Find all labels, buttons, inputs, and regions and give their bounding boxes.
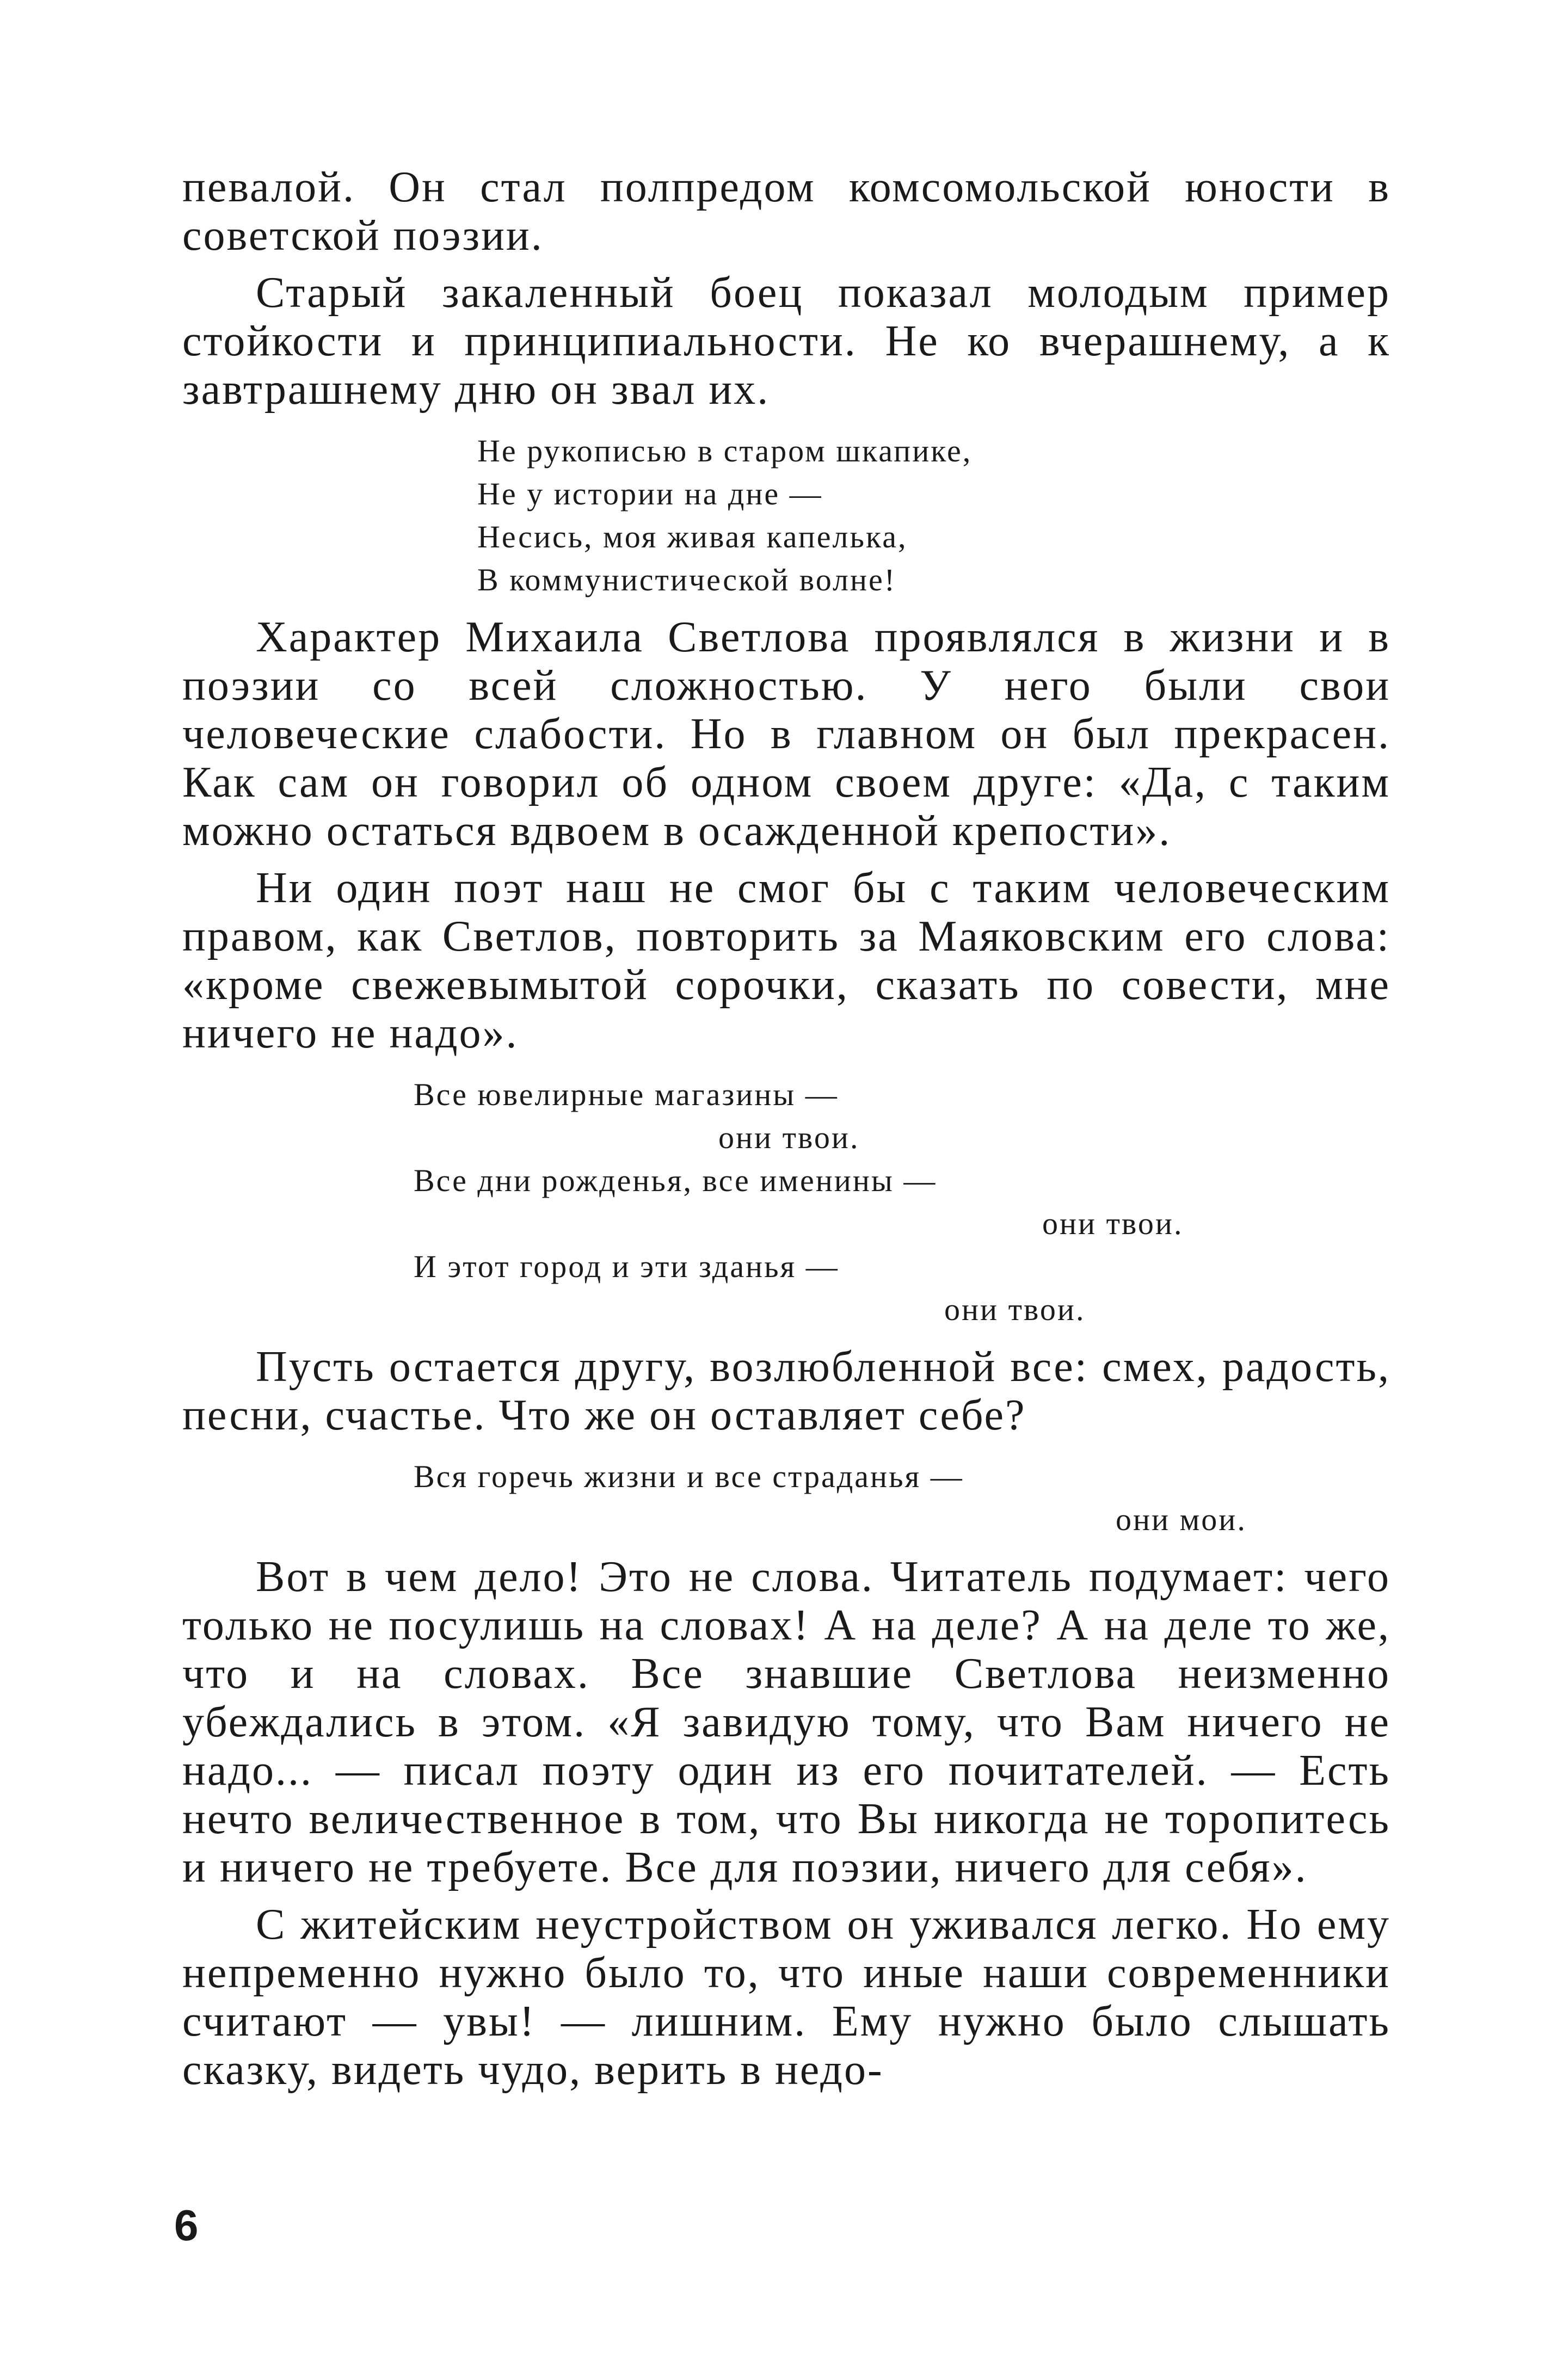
- poem-line-refrain: они твои.: [1042, 1206, 1184, 1241]
- paragraph: Характер Михаила Светлова проявлялся в жизни и в поэзии со всей сложностью. У него были свои человеческие слабости. Но в главном он был прекрасен. Как сам он говорил об одном своем друге: «Да, с таким можно остаться вдвоем в осажденной крепости».: [182, 613, 1390, 855]
- poem-line: Все дни рожденья, все именины —: [414, 1163, 937, 1198]
- poem-line-refrain: они твои.: [718, 1120, 860, 1155]
- poem-line: Не у истории на дне —: [477, 476, 823, 511]
- poem-line: Все ювелирные магазины —: [414, 1077, 839, 1112]
- paragraph: С житейским неустройством он уживался легко. Но ему непременно нужно было то, что иные наши современники считают — увы! — лишним. Ему нужно было слышать сказку, видеть чудо, верить в недо-: [182, 1901, 1390, 2094]
- paragraph: Ни один поэт наш не смог бы с таким человеческим правом, как Светлов, повторить за Маяковским его слова: «кроме свежевымытой сорочки, сказать по совести, мне ничего не надо».: [182, 864, 1390, 1057]
- poem-line-refrain: они твои.: [944, 1292, 1086, 1327]
- poem-line: И этот город и эти зданья —: [414, 1249, 839, 1284]
- poem-line-refrain: они мои.: [1116, 1502, 1247, 1537]
- poem-line: Не рукописью в старом шкапике,: [477, 433, 973, 468]
- paragraph: Вот в чем дело! Это не слова. Читатель подумает: чего только не посулишь на словах! А на деле? А на деле то же, что и на словах. Все знавшие Светлова неизменно убеждались в этом. «Я завидую тому, что Вам ничего не надо... — писал поэту один из его почитателей. — Есть нечто величественное в том, что Вы никогда не торопитесь и ничего не требуете. Все для поэзии, ничего для себя».: [182, 1553, 1390, 1891]
- poem-quote: [414, 1073, 1390, 1331]
- paragraph: Пусть остается другу, возлюбленной все: смех, радость, песни, счастье. Что же он оставляет себе?: [182, 1343, 1390, 1439]
- poem-quote: [414, 1455, 1390, 1541]
- paragraph: Старый закаленный боец показал молодым пример стойкости и принципиальности. Не ко вчерашнему, а к завтрашнему дню он звал их.: [182, 269, 1390, 414]
- poem-quote: [477, 429, 1390, 601]
- poem-line: В коммунистической волне!: [477, 562, 897, 597]
- poem-line: Несись, моя живая капелька,: [477, 519, 908, 554]
- paragraph: певалой. Он стал полпредом комсомольской юности в советской поэзии.: [182, 163, 1390, 260]
- poem-line: Вся горечь жизни и все страданья —: [414, 1459, 964, 1494]
- page-number: 6: [174, 2201, 199, 2249]
- text-column: [182, 163, 1390, 2094]
